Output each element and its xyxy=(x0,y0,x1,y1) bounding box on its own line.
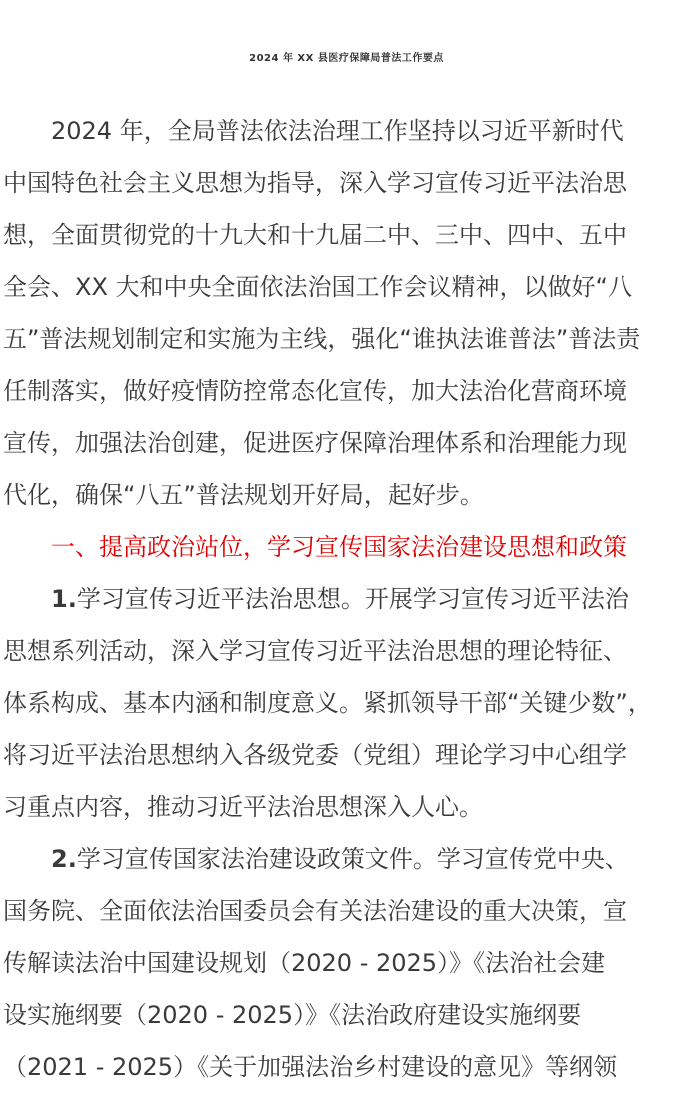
intro-line-6: 任制落实，做好疫情防控常态化宣传，加大法治化营商环境 xyxy=(3,377,627,405)
section-heading-1: 一、提高政治站位，学习宣传国家法治建设思想和政策 xyxy=(3,533,627,561)
intro-line-2: 中国特色社会主义思想为指导，深入学习宣传习近平法治思 xyxy=(3,169,627,197)
intro-line-4: 全会、XX 大和中央全面依法治国工作会议精神，以做好“八 xyxy=(3,273,632,301)
item-2-first-line xyxy=(3,843,629,875)
intro-line-1: 2024 年，全局普法依法治理工作坚持以习近平新时代 xyxy=(3,117,624,145)
item-2-line-3: 传解读法治中国建设规划（2020 - 2025）》《法治社会建 xyxy=(3,949,606,977)
item-2-line-2: 国务院、全面依法治国委员会有关法治建设的重大决策，宣 xyxy=(3,897,627,925)
item-2-first-text: 学习宣传国家法治建设政策文件。学习宣传党中央、 xyxy=(76,845,629,873)
item-1-line-4: 将习近平法治思想纳入各级党委（党组）理论学习中心组学 xyxy=(3,741,627,769)
item-1-line-5: 习重点内容，推动习近平法治思想深入人心。 xyxy=(3,793,483,821)
intro-line-3: 想，全面贯彻党的十九大和十九届二中、三中、四中、五中 xyxy=(3,221,627,249)
item-1-first-line xyxy=(3,583,629,615)
item-2-line-5: （2021 - 2025）《关于加强法治乡村建设的意见》等纲领 xyxy=(3,1053,618,1081)
item-1-number: 1. xyxy=(51,585,77,613)
item-1-line-3: 体系构成、基本内涵和制度意义。紧抓领导干部“关键少数”， xyxy=(3,689,652,717)
intro-line-7: 宣传，加强法治创建，促进医疗保障治理体系和治理能力现 xyxy=(3,429,627,457)
item-2-line-4: 设实施纲要（2020 - 2025）》《法治政府建设实施纲要 xyxy=(3,1001,582,1029)
item-2-number: 2. xyxy=(51,845,77,873)
document-title: 2024 年 XX 县医疗保障局普法工作要点 xyxy=(249,52,444,64)
intro-line-5: 五”普法规划制定和实施为主线，强化“谁执法谁普法”普法责 xyxy=(3,325,641,353)
item-1-line-2: 思想系列活动，深入学习宣传习近平法治思想的理论特征、 xyxy=(3,637,627,665)
intro-line-8: 代化，确保“八五”普法规划开好局，起好步。 xyxy=(3,481,484,509)
item-1-first-text: 学习宣传习近平法治思想。开展学习宣传习近平法治 xyxy=(76,585,629,613)
